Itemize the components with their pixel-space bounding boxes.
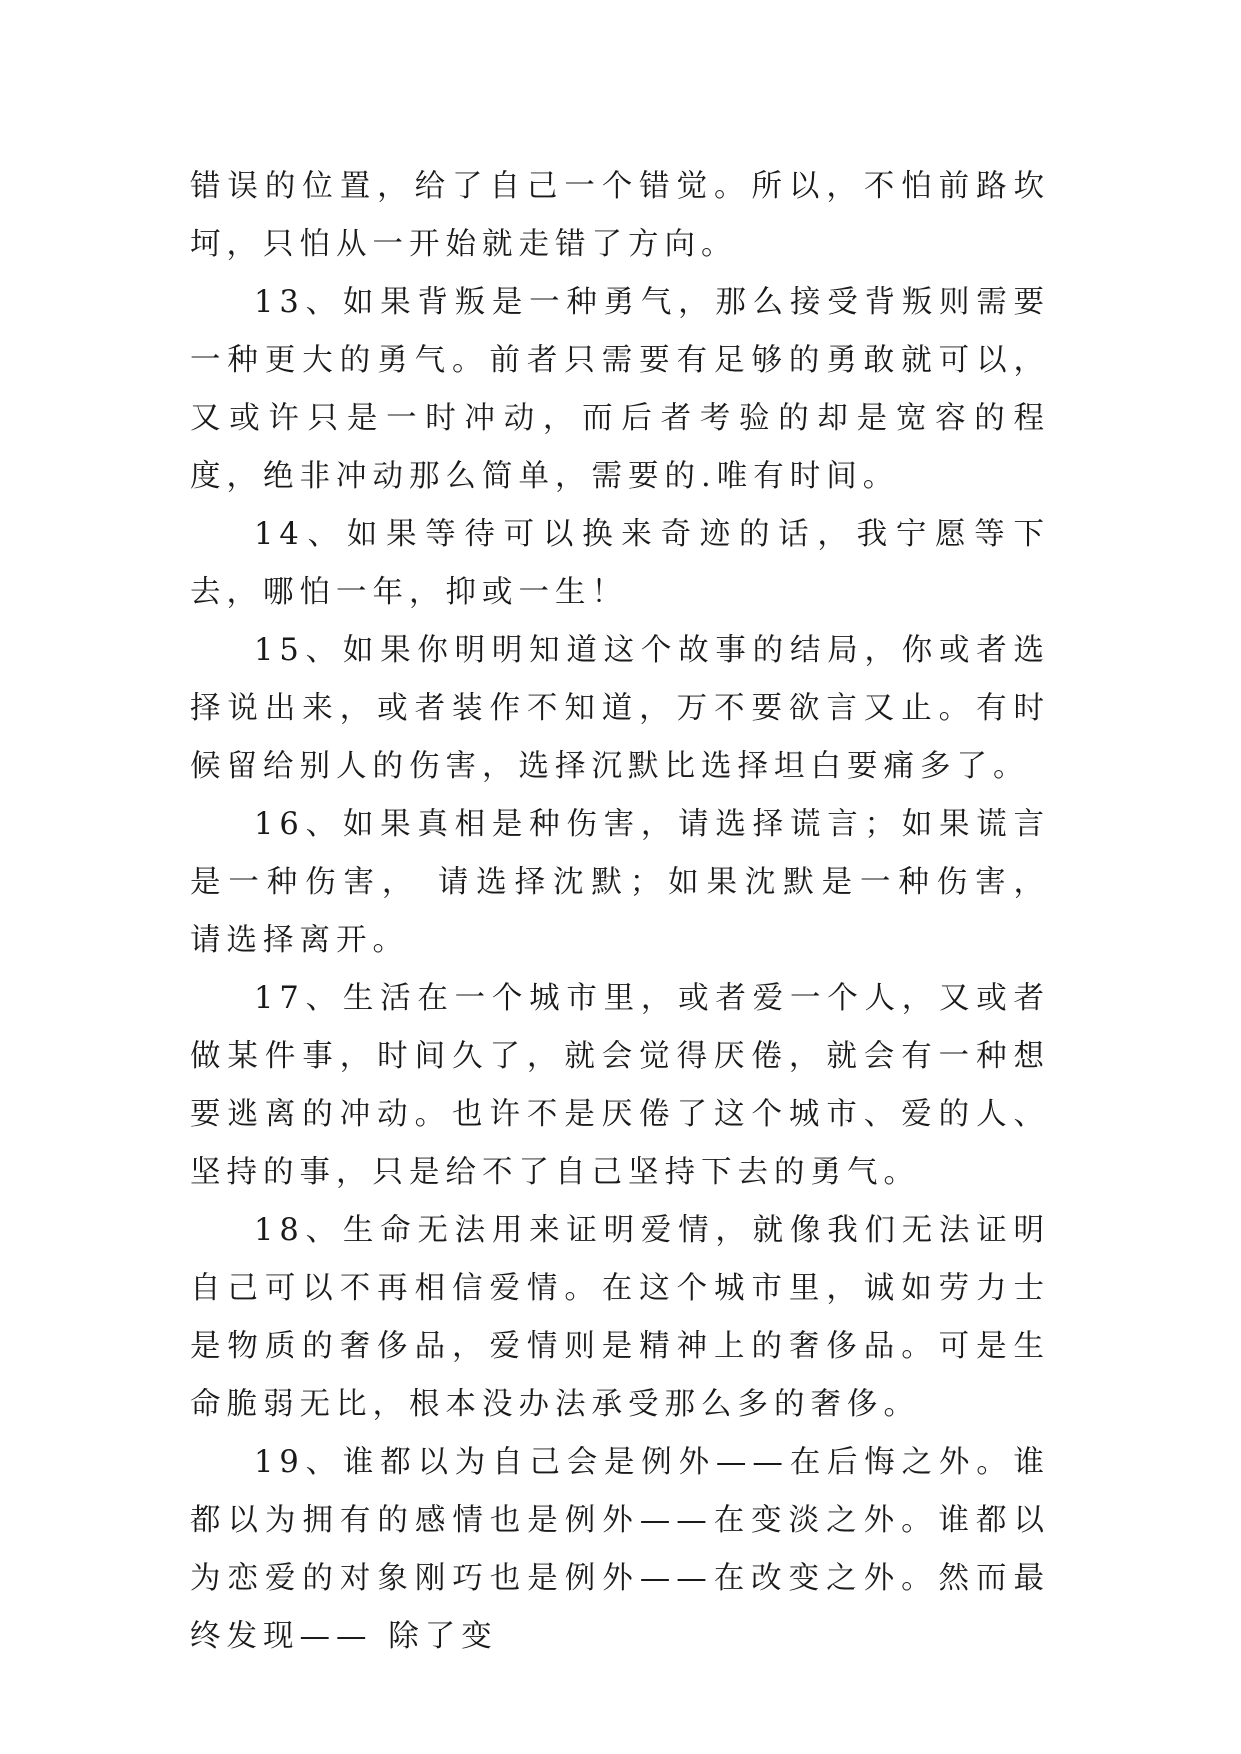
paragraph-13: 13、如果背叛是一种勇气，那么接受背叛则需要一种更大的勇气。前者只需要有足够的勇敢就可以，又或许只是一时冲动，而后者考验的却是宽容的程度，绝非冲动那么简单，需要的.唯有时间。 [190, 285, 1050, 494]
document-body [190, 158, 1050, 1666]
paragraph-19: 19、谁都以为自己会是例外——在后悔之外。谁都以为拥有的感情也是例外——在变淡之外。谁都以为恋爱的对象刚巧也是例外——在改变之外。然而最终发现—— 除了变 [190, 1445, 1050, 1654]
paragraph-15: 15、如果你明明知道这个故事的结局，你或者选择说出来，或者装作不知道，万不要欲言又止。有时候留给别人的伤害，选择沉默比选择坦白要痛多了。 [190, 633, 1050, 784]
paragraph-16: 16、如果真相是种伤害，请选择谎言；如果谎言是一种伤害， 请选择沈默；如果沈默是一种伤害， 请选择离开。 [190, 807, 1050, 958]
paragraph-17: 17、生活在一个城市里，或者爱一个人，又或者做某件事，时间久了，就会觉得厌倦，就会有一种想要逃离的冲动。也许不是厌倦了这个城市、爱的人、坚持的事，只是给不了自己坚持下去的勇气。 [190, 981, 1050, 1190]
paragraph-14: 14、如果等待可以换来奇迹的话，我宁愿等下去，哪怕一年，抑或一生！ [190, 517, 1050, 610]
paragraph-continuation: 错误的位置，给了自己一个错觉。所以，不怕前路坎坷，只怕从一开始就走错了方向。 [190, 169, 1050, 262]
paragraph-18: 18、生命无法用来证明爱情，就像我们无法证明自己可以不再相信爱情。在这个城市里，诚如劳力士是物质的奢侈品，爱情则是精神上的奢侈品。可是生命脆弱无比，根本没办法承受那么多的奢侈。 [190, 1213, 1050, 1422]
